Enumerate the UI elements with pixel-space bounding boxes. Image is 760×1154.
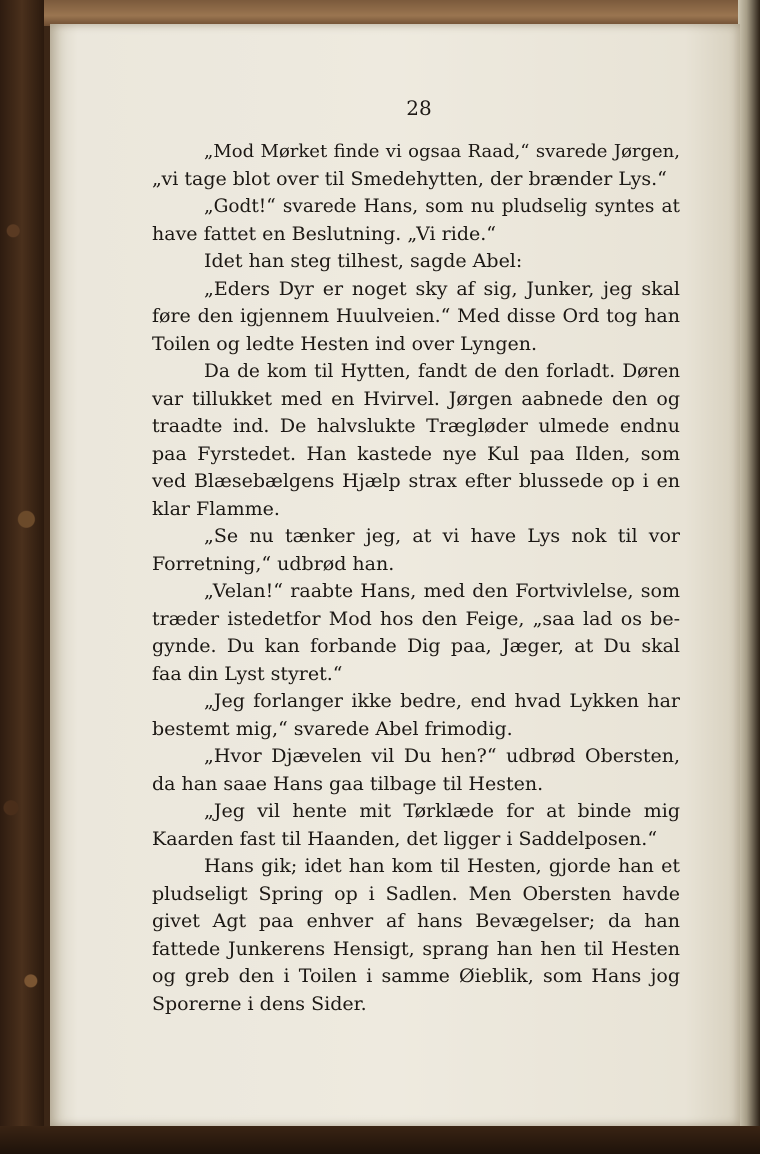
text-line: faa din Lyst styret.“	[152, 662, 343, 685]
text-line: træder istedetfor Mod hos den Feige, „saa lad os be-	[152, 607, 680, 630]
text-line: have fattet en Beslutning. „Vi ride.“	[152, 222, 496, 245]
text-line: føre den igjennem Huulveien.“ Med disse Ord tog han	[152, 305, 680, 327]
text-line: Forretning,“ udbrød han.	[152, 552, 395, 575]
text-line: „Hvor Djævelen vil Du hen?“ udbrød Obersten,	[204, 745, 680, 767]
book-cover-bottom-edge	[0, 1126, 760, 1154]
text-line: „Mod Mørket finde vi ogsaa Raad,“ svarede Jørgen,	[204, 141, 680, 162]
page-number: 28	[406, 96, 432, 120]
book-cover-left-edge	[0, 0, 44, 1154]
text-line: Da de kom til Hytten, fandt de den forladt. Døren	[204, 361, 680, 382]
book-cover-right-edge	[738, 0, 760, 1154]
text-line: og greb den i Toilen i samme Øieblik, som Hans jog	[152, 965, 680, 987]
text-line: ved Blæsebælgens Hjælp strax efter blussede op i en	[152, 470, 680, 492]
text-line: da han saae Hans gaa tilbage til Hesten.	[152, 772, 544, 795]
book-cover-top-edge	[0, 0, 760, 26]
text-line: givet Agt paa enhver af hans Bevægelser; da han	[152, 910, 680, 932]
text-line: gynde. Du kan forbande Dig paa, Jæger, at Du skal	[152, 635, 680, 657]
text-line: Toilen og ledte Hesten ind over Lyngen.	[152, 332, 538, 355]
text-line: bestemt mig,“ svarede Abel frimodig.	[152, 717, 513, 740]
text-line: „vi tage blot over til Smedehytten, der brænder Lys.“	[152, 167, 667, 190]
text-line: paa Fyrstedet. Han kastede nye Kul paa Ilden, som	[152, 442, 680, 465]
text-line: „Jeg forlanger ikke bedre, end hvad Lykken har	[204, 690, 680, 712]
text-line: traadte ind. De halvslukte Trægløder ulmede endnu	[152, 415, 680, 437]
text-line: „Jeg vil hente mit Tørklæde for at binde mig	[204, 800, 680, 822]
text-line: klar Flamme.	[152, 497, 280, 520]
page-text	[152, 138, 680, 1018]
text-line: Idet han steg tilhest, sagde Abel:	[204, 250, 523, 272]
text-line: Hans gik; idet han kom til Hesten, gjorde han et	[204, 855, 680, 877]
text-line: pludseligt Spring op i Sadlen. Men Obersten havde	[152, 882, 680, 905]
text-line: Sporerne i dens Sider.	[152, 992, 367, 1015]
text-line: fattede Junkerens Hensigt, sprang han hen til Hesten	[152, 937, 680, 960]
text-line: var tillukket med en Hvirvel. Jørgen aabnede den og	[152, 387, 680, 410]
text-line: „Se nu tænker jeg, at vi have Lys nok til vor	[204, 525, 680, 547]
text-line: „Eders Dyr er noget sky af sig, Junker, jeg skal	[204, 277, 680, 300]
text-line: „Velan!“ raabte Hans, med den Fortvivlelse, som	[204, 580, 680, 602]
text-line: „Godt!“ svarede Hans, som nu pludselig syntes at	[204, 196, 680, 217]
text-line: Kaarden fast til Haanden, det ligger i Saddelposen.“	[152, 827, 658, 850]
